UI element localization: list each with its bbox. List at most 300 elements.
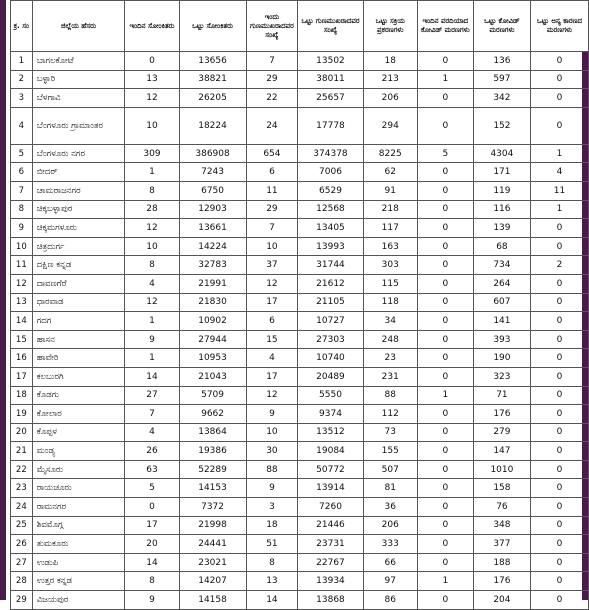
today-cases-cell: 8	[125, 181, 179, 200]
today-cases-cell: 1	[125, 349, 179, 368]
district-name-cell: ದಾವಣಗೆರೆ	[32, 274, 125, 293]
total-deaths-cell: 68	[473, 237, 530, 256]
total-recovered-cell: 13914	[298, 479, 363, 498]
total-cases-cell: 52289	[179, 460, 246, 479]
total-deaths-cell: 4304	[473, 144, 530, 163]
district-name-cell: ಬಳ್ಳಾರಿ	[32, 70, 125, 89]
today-deaths-cell: 0	[417, 498, 473, 517]
total-recovered-cell: 13502	[298, 52, 363, 71]
district-name-cell: ಚಿಕ್ಕಬಳ್ಳಾಪುರ	[32, 200, 125, 219]
table-row	[11, 349, 589, 368]
today-cases-cell: 1	[125, 163, 179, 182]
district-name-cell: ಬೆಳಗಾವಿ	[32, 89, 125, 108]
today-cases-cell: 12	[125, 89, 179, 108]
today-deaths-cell: 0	[417, 256, 473, 275]
total-recovered-cell: 20489	[298, 367, 363, 386]
total-deaths-cell: 1010	[473, 460, 530, 479]
active-cases-cell: 66	[363, 553, 417, 572]
other-deaths-cell: 0	[530, 572, 588, 591]
table-body	[11, 52, 589, 610]
active-cases-cell: 206	[363, 89, 417, 108]
total-deaths-cell: 377	[473, 535, 530, 554]
active-cases-cell: 294	[363, 107, 417, 144]
other-deaths-cell: 0	[530, 274, 588, 293]
today-deaths-cell: 0	[417, 442, 473, 461]
today-deaths-cell: 0	[417, 591, 473, 610]
district-name-cell: ಕೊಡಗು	[32, 386, 125, 405]
total-cases-cell: 27944	[179, 330, 246, 349]
other-deaths-cell: 0	[530, 460, 588, 479]
today-deaths-cell: 0	[417, 219, 473, 238]
total-deaths-cell: 176	[473, 405, 530, 424]
active-cases-cell: 91	[363, 181, 417, 200]
today-cases-cell: 10	[125, 107, 179, 144]
district-name-cell: ಕೋಲಾರ	[32, 405, 125, 424]
today-deaths-cell: 0	[417, 479, 473, 498]
other-deaths-cell: 4	[530, 163, 588, 182]
other-deaths-cell: 0	[530, 107, 588, 144]
other-deaths-cell: 11	[530, 181, 588, 200]
today-deaths-cell: 0	[417, 349, 473, 368]
active-cases-cell: 18	[363, 52, 417, 71]
today-deaths-cell: 0	[417, 200, 473, 219]
total-cases-cell: 13661	[179, 219, 246, 238]
total-cases-cell: 14158	[179, 591, 246, 610]
total-recovered-cell: 13934	[298, 572, 363, 591]
total-recovered-cell: 22767	[298, 553, 363, 572]
total-recovered-cell: 9374	[298, 405, 363, 424]
today-cases-cell: 0	[125, 52, 179, 71]
table-row	[11, 498, 589, 517]
total-deaths-cell: 190	[473, 349, 530, 368]
today-cases-cell: 5	[125, 479, 179, 498]
total-cases-cell: 7372	[179, 498, 246, 517]
active-cases-cell: 213	[363, 70, 417, 89]
total-cases-cell: 7243	[179, 163, 246, 182]
table-row	[11, 479, 589, 498]
today-deaths-cell: 0	[417, 516, 473, 535]
table-row	[11, 460, 589, 479]
today-recovered-cell: 9	[246, 405, 298, 424]
other-deaths-cell: 0	[530, 535, 588, 554]
active-cases-cell: 206	[363, 516, 417, 535]
today-recovered-cell: 7	[246, 219, 298, 238]
active-cases-cell: 507	[363, 460, 417, 479]
today-recovered-cell: 30	[246, 442, 298, 461]
serial-no-cell: 6	[11, 163, 33, 182]
total-recovered-cell: 38011	[298, 70, 363, 89]
today-recovered-cell: 51	[246, 535, 298, 554]
active-cases-cell: 73	[363, 423, 417, 442]
serial-no-cell: 13	[11, 293, 33, 312]
today-recovered-cell: 24	[246, 107, 298, 144]
total-recovered-cell: 5550	[298, 386, 363, 405]
today-deaths-cell: 0	[417, 460, 473, 479]
total-cases-cell: 9662	[179, 405, 246, 424]
total-deaths-cell: 71	[473, 386, 530, 405]
total-deaths-cell: 136	[473, 52, 530, 71]
today-cases-cell: 9	[125, 330, 179, 349]
table-row	[11, 405, 589, 424]
serial-no-cell: 4	[11, 107, 33, 144]
total-recovered-cell: 10740	[298, 349, 363, 368]
today-deaths-cell: 1	[417, 70, 473, 89]
active-cases-cell: 118	[363, 293, 417, 312]
table-row	[11, 330, 589, 349]
total-deaths-cell: 176	[473, 572, 530, 591]
today-deaths-cell: 1	[417, 572, 473, 591]
total-recovered-cell: 19084	[298, 442, 363, 461]
header-total-deaths: ಒಟ್ಟು ಕೋವಿಡ್ ಮರಣಗಳು	[473, 1, 530, 52]
other-deaths-cell: 0	[530, 405, 588, 424]
other-deaths-cell: 0	[530, 89, 588, 108]
other-deaths-cell: 1	[530, 144, 588, 163]
other-deaths-cell: 0	[530, 591, 588, 610]
today-cases-cell: 20	[125, 535, 179, 554]
district-name-cell: ದಕ್ಷಿಣ ಕನ್ನಡ	[32, 256, 125, 275]
today-recovered-cell: 654	[246, 144, 298, 163]
other-deaths-cell: 0	[530, 312, 588, 331]
today-recovered-cell: 14	[246, 591, 298, 610]
active-cases-cell: 8225	[363, 144, 417, 163]
total-cases-cell: 18224	[179, 107, 246, 144]
serial-no-cell: 15	[11, 330, 33, 349]
total-recovered-cell: 23731	[298, 535, 363, 554]
total-recovered-cell: 13512	[298, 423, 363, 442]
table-row	[11, 386, 589, 405]
district-covid-table	[10, 0, 589, 610]
table-row	[11, 274, 589, 293]
header-total-cases: ಒಟ್ಟು ಸೋಂಕಿತರು	[179, 1, 246, 52]
today-recovered-cell: 37	[246, 256, 298, 275]
serial-no-cell: 26	[11, 535, 33, 554]
table-header-row	[11, 1, 589, 52]
other-deaths-cell: 0	[530, 70, 588, 89]
today-cases-cell: 309	[125, 144, 179, 163]
today-cases-cell: 13	[125, 70, 179, 89]
total-cases-cell: 24441	[179, 535, 246, 554]
active-cases-cell: 231	[363, 367, 417, 386]
other-deaths-cell: 1	[530, 200, 588, 219]
today-deaths-cell: 5	[417, 144, 473, 163]
district-name-cell: ಬಾಗಲಕೋಟೆ	[32, 52, 125, 71]
total-recovered-cell: 21105	[298, 293, 363, 312]
total-cases-cell: 6750	[179, 181, 246, 200]
total-deaths-cell: 734	[473, 256, 530, 275]
today-deaths-cell: 0	[417, 237, 473, 256]
total-deaths-cell: 188	[473, 553, 530, 572]
district-name-cell: ಚಾಮರಾಜನಗರ	[32, 181, 125, 200]
active-cases-cell: 112	[363, 405, 417, 424]
district-name-cell: ಚಿತ್ರದುರ್ಗ	[32, 237, 125, 256]
today-cases-cell: 10	[125, 237, 179, 256]
other-deaths-cell: 0	[530, 479, 588, 498]
district-name-cell: ರಾಮನಗರ	[32, 498, 125, 517]
table-row	[11, 107, 589, 144]
total-deaths-cell: 342	[473, 89, 530, 108]
total-cases-cell: 14224	[179, 237, 246, 256]
active-cases-cell: 86	[363, 591, 417, 610]
active-cases-cell: 81	[363, 479, 417, 498]
total-recovered-cell: 50772	[298, 460, 363, 479]
district-name-cell: ಮಂಡ್ಯ	[32, 442, 125, 461]
total-cases-cell: 23021	[179, 553, 246, 572]
serial-no-cell: 10	[11, 237, 33, 256]
serial-no-cell: 27	[11, 553, 33, 572]
today-cases-cell: 27	[125, 386, 179, 405]
table-row	[11, 237, 589, 256]
other-deaths-cell: 0	[530, 498, 588, 517]
serial-no-cell: 20	[11, 423, 33, 442]
today-deaths-cell: 0	[417, 553, 473, 572]
today-recovered-cell: 6	[246, 312, 298, 331]
today-cases-cell: 28	[125, 200, 179, 219]
total-cases-cell: 21991	[179, 274, 246, 293]
total-recovered-cell: 17778	[298, 107, 363, 144]
total-deaths-cell: 597	[473, 70, 530, 89]
table-row	[11, 553, 589, 572]
table-row	[11, 89, 589, 108]
today-recovered-cell: 6	[246, 163, 298, 182]
header-other-deaths: ಒಟ್ಟು ಅನ್ಯ ಕಾರಣದ ಮರಣಗಳು	[530, 1, 588, 52]
today-cases-cell: 14	[125, 367, 179, 386]
serial-no-cell: 11	[11, 256, 33, 275]
active-cases-cell: 36	[363, 498, 417, 517]
total-recovered-cell: 27303	[298, 330, 363, 349]
today-recovered-cell: 22	[246, 89, 298, 108]
total-cases-cell: 21830	[179, 293, 246, 312]
today-cases-cell: 4	[125, 274, 179, 293]
total-recovered-cell: 13993	[298, 237, 363, 256]
header-total-recovered: ಒಟ್ಟು ಗುಣಮುಖರಾದವರ ಸಂಖ್ಯೆ	[298, 1, 363, 52]
table-row	[11, 423, 589, 442]
today-recovered-cell: 3	[246, 498, 298, 517]
serial-no-cell: 5	[11, 144, 33, 163]
active-cases-cell: 248	[363, 330, 417, 349]
other-deaths-cell: 0	[530, 367, 588, 386]
serial-no-cell: 1	[11, 52, 33, 71]
today-recovered-cell: 4	[246, 349, 298, 368]
today-cases-cell: 9	[125, 591, 179, 610]
total-recovered-cell: 6529	[298, 181, 363, 200]
today-deaths-cell: 0	[417, 274, 473, 293]
today-cases-cell: 26	[125, 442, 179, 461]
total-cases-cell: 38821	[179, 70, 246, 89]
total-recovered-cell: 13868	[298, 591, 363, 610]
today-cases-cell: 1	[125, 312, 179, 331]
today-recovered-cell: 17	[246, 367, 298, 386]
other-deaths-cell: 0	[530, 237, 588, 256]
today-cases-cell: 12	[125, 293, 179, 312]
total-cases-cell: 14153	[179, 479, 246, 498]
district-name-cell: ವಿಜಯಪುರ	[32, 591, 125, 610]
today-deaths-cell: 0	[417, 293, 473, 312]
today-cases-cell: 7	[125, 405, 179, 424]
today-cases-cell: 8	[125, 572, 179, 591]
total-deaths-cell: 139	[473, 219, 530, 238]
total-deaths-cell: 323	[473, 367, 530, 386]
total-deaths-cell: 171	[473, 163, 530, 182]
header-today-recovered: ಇಂದು ಗುಣಮುಖರಾದವರ ಸಂಖ್ಯೆ	[246, 1, 298, 52]
serial-no-cell: 3	[11, 89, 33, 108]
total-deaths-cell: 279	[473, 423, 530, 442]
other-deaths-cell: 0	[530, 219, 588, 238]
serial-no-cell: 24	[11, 498, 33, 517]
serial-no-cell: 19	[11, 405, 33, 424]
district-name-cell: ಉಡುಪಿ	[32, 553, 125, 572]
total-cases-cell: 13656	[179, 52, 246, 71]
total-recovered-cell: 7260	[298, 498, 363, 517]
serial-no-cell: 12	[11, 274, 33, 293]
district-name-cell: ಚಿಕ್ಕಮಗಳೂರು	[32, 219, 125, 238]
total-recovered-cell: 7006	[298, 163, 363, 182]
total-cases-cell: 21043	[179, 367, 246, 386]
today-recovered-cell: 10	[246, 423, 298, 442]
district-name-cell: ಧಾರವಾಡ	[32, 293, 125, 312]
other-deaths-cell: 0	[530, 330, 588, 349]
district-name-cell: ಗದಗ	[32, 312, 125, 331]
total-recovered-cell: 10727	[298, 312, 363, 331]
total-deaths-cell: 204	[473, 591, 530, 610]
today-deaths-cell: 0	[417, 405, 473, 424]
total-deaths-cell: 348	[473, 516, 530, 535]
today-recovered-cell: 88	[246, 460, 298, 479]
other-deaths-cell: 0	[530, 553, 588, 572]
serial-no-cell: 8	[11, 200, 33, 219]
other-deaths-cell: 0	[530, 349, 588, 368]
today-recovered-cell: 17	[246, 293, 298, 312]
district-name-cell: ಶಿವಮೊಗ್ಗ	[32, 516, 125, 535]
today-deaths-cell: 0	[417, 330, 473, 349]
other-deaths-cell: 2	[530, 256, 588, 275]
total-deaths-cell: 119	[473, 181, 530, 200]
total-deaths-cell: 158	[473, 479, 530, 498]
table-row	[11, 572, 589, 591]
total-deaths-cell: 141	[473, 312, 530, 331]
serial-no-cell: 2	[11, 70, 33, 89]
active-cases-cell: 23	[363, 349, 417, 368]
total-deaths-cell: 116	[473, 200, 530, 219]
serial-no-cell: 21	[11, 442, 33, 461]
today-cases-cell: 14	[125, 553, 179, 572]
today-deaths-cell: 0	[417, 107, 473, 144]
table-row	[11, 256, 589, 275]
total-cases-cell: 12903	[179, 200, 246, 219]
total-recovered-cell: 31744	[298, 256, 363, 275]
serial-no-cell: 25	[11, 516, 33, 535]
total-recovered-cell: 25657	[298, 89, 363, 108]
serial-no-cell: 22	[11, 460, 33, 479]
district-name-cell: ತುಮಕೂರು	[32, 535, 125, 554]
active-cases-cell: 88	[363, 386, 417, 405]
today-cases-cell: 0	[125, 498, 179, 517]
today-deaths-cell: 0	[417, 423, 473, 442]
total-recovered-cell: 12568	[298, 200, 363, 219]
district-name-cell: ಬೆಂಗಳೂರು ನಗರ	[32, 144, 125, 163]
active-cases-cell: 34	[363, 312, 417, 331]
today-recovered-cell: 12	[246, 274, 298, 293]
other-deaths-cell: 0	[530, 386, 588, 405]
today-deaths-cell: 0	[417, 367, 473, 386]
table-row	[11, 52, 589, 71]
today-cases-cell: 12	[125, 219, 179, 238]
serial-no-cell: 28	[11, 572, 33, 591]
header-today-deaths: ಇಂದಿನ ವರದಿಯಾದ ಕೋವಿಡ್ ಮರಣಗಳು	[417, 1, 473, 52]
today-cases-cell: 4	[125, 423, 179, 442]
today-recovered-cell: 29	[246, 70, 298, 89]
other-deaths-cell: 0	[530, 52, 588, 71]
other-deaths-cell: 0	[530, 423, 588, 442]
total-cases-cell: 21998	[179, 516, 246, 535]
table-row	[11, 181, 589, 200]
district-name-cell: ಕೊಪ್ಪಳ	[32, 423, 125, 442]
total-cases-cell: 13864	[179, 423, 246, 442]
total-cases-cell: 10953	[179, 349, 246, 368]
total-cases-cell: 386908	[179, 144, 246, 163]
table-row	[11, 70, 589, 89]
district-name-cell: ರಾಯಚೂರು	[32, 479, 125, 498]
today-deaths-cell: 0	[417, 181, 473, 200]
today-recovered-cell: 15	[246, 330, 298, 349]
district-name-cell: ಹಾವೇರಿ	[32, 349, 125, 368]
total-cases-cell: 19386	[179, 442, 246, 461]
header-serial-no: ಕ್ರ. ಸಂ	[11, 1, 33, 52]
total-cases-cell: 14207	[179, 572, 246, 591]
serial-no-cell: 16	[11, 349, 33, 368]
total-deaths-cell: 264	[473, 274, 530, 293]
today-deaths-cell: 0	[417, 89, 473, 108]
table-row	[11, 367, 589, 386]
today-cases-cell: 17	[125, 516, 179, 535]
header-district: ಜಿಲ್ಲೆಯ ಹೆಸರು	[32, 1, 125, 52]
total-recovered-cell: 13405	[298, 219, 363, 238]
today-recovered-cell: 12	[246, 386, 298, 405]
district-name-cell: ಬೆಂಗಳೂರು ಗ್ರಾಮಾಂತರ	[32, 107, 125, 144]
total-deaths-cell: 607	[473, 293, 530, 312]
serial-no-cell: 9	[11, 219, 33, 238]
today-recovered-cell: 18	[246, 516, 298, 535]
active-cases-cell: 62	[363, 163, 417, 182]
active-cases-cell: 218	[363, 200, 417, 219]
today-recovered-cell: 9	[246, 479, 298, 498]
today-recovered-cell: 29	[246, 200, 298, 219]
total-deaths-cell: 147	[473, 442, 530, 461]
district-name-cell: ಉತ್ತರ ಕನ್ನಡ	[32, 572, 125, 591]
today-recovered-cell: 13	[246, 572, 298, 591]
other-deaths-cell: 0	[530, 516, 588, 535]
total-cases-cell: 5709	[179, 386, 246, 405]
today-deaths-cell: 0	[417, 312, 473, 331]
total-recovered-cell: 21446	[298, 516, 363, 535]
serial-no-cell: 17	[11, 367, 33, 386]
today-cases-cell: 63	[125, 460, 179, 479]
table-row	[11, 312, 589, 331]
active-cases-cell: 117	[363, 219, 417, 238]
left-frame-bar	[0, 0, 6, 600]
district-name-cell: ಬೀದರ್	[32, 163, 125, 182]
total-cases-cell: 10902	[179, 312, 246, 331]
active-cases-cell: 155	[363, 442, 417, 461]
active-cases-cell: 163	[363, 237, 417, 256]
total-recovered-cell: 21612	[298, 274, 363, 293]
table-row	[11, 535, 589, 554]
total-cases-cell: 26205	[179, 89, 246, 108]
total-deaths-cell: 76	[473, 498, 530, 517]
active-cases-cell: 333	[363, 535, 417, 554]
serial-no-cell: 18	[11, 386, 33, 405]
table-row	[11, 442, 589, 461]
serial-no-cell: 14	[11, 312, 33, 331]
